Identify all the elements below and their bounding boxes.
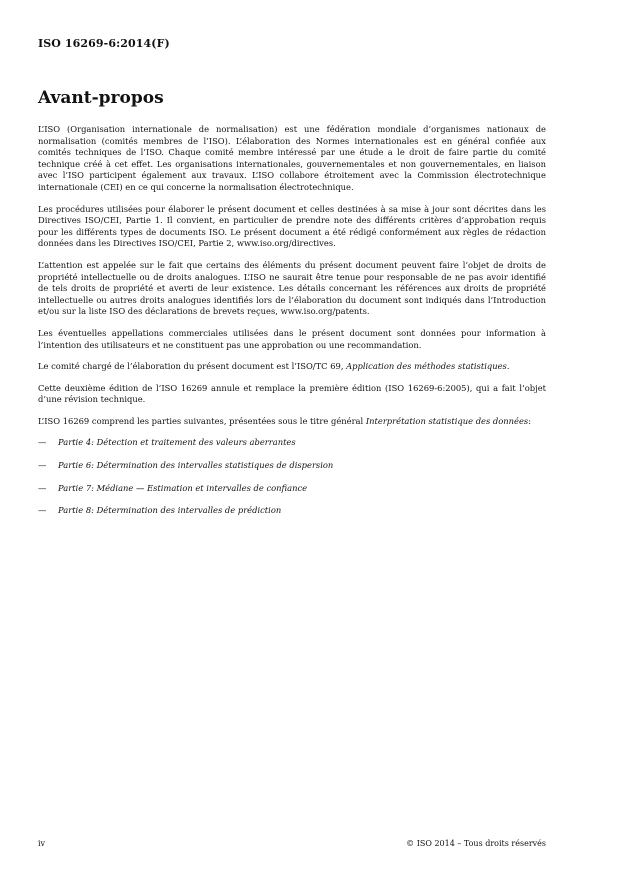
part-7-label: Partie 7: Médiane — Estimation et intervalles de confiance <box>58 482 308 493</box>
page-number: iv <box>38 839 46 848</box>
copyright-notice: © ISO 2014 – Tous droits réservés <box>406 839 546 848</box>
page-title: Avant-propos <box>38 88 164 108</box>
list-dash: — <box>38 460 47 471</box>
part-4-label: Partie 4: Détection et traitement des valeurs aberrantes <box>58 437 296 448</box>
paragraph-committee <box>38 361 546 373</box>
list-item <box>38 505 546 517</box>
paragraph-parts-intro <box>38 416 546 428</box>
list-item <box>38 460 546 472</box>
foreword-body <box>38 124 546 528</box>
list-item <box>38 437 546 449</box>
list-item <box>38 483 546 495</box>
part-8-label: Partie 8: Détermination des intervalles de prédiction <box>58 505 282 516</box>
committee-title: Application des méthodes statistiques <box>346 361 507 372</box>
list-dash: — <box>38 505 47 516</box>
paragraph-edition: Cette deuxième édition de l’ISO 16269 annule et remplace la première édition (ISO 16269-6:2005), qui a fait l’objet d’une révision technique. <box>38 382 546 405</box>
parts-general-title: Interprétation statistique des données <box>365 415 529 426</box>
parts-intro-colon: : <box>528 415 532 426</box>
committee-text: Le comité chargé de l’élaboration du présent document est l’ISO/TC 69, <box>38 361 347 372</box>
paragraph-patents: L’attention est appelée sur le fait que certains des éléments du présent document peuvent faire l’objet de droits de propriété intellectuelle ou de droits analogues. L’ISO ne saurait être tenue pour responsable de ne pas avoir identifié de tels droits de propriété et averti de leur existence. Les détails concernant les références aux droits de propriété intellectuelle ou autres droits analogues identifiés lors de l’élaboration du document sont indiqués dans l’Introduction et/ou sur la liste ISO des déclarations de brevets reçues, www.iso.org/patents. <box>38 259 546 317</box>
parts-intro-text: L’ISO 16269 comprend les parties suivantes, présentées sous le titre général <box>38 415 366 426</box>
paragraph-iso-intro: L’ISO (Organisation internationale de normalisation) est une fédération mondiale d’organismes nationaux de normalisation (comités membres de l’ISO). L’élaboration des Normes internationales est en général confiée aux comités techniques de l’ISO. Chaque comité membre intéressé par une étude a le droit de faire partie du comité technique créé à cet effet. Les organisations internationales, gouvernementales et non gouvernementales, en liaison avec l’ISO participent également aux travaux. L’ISO collabore étroitement avec la Commission électrotechnique internationale (CEI) en ce qui concerne la normalisation électrotechnique. <box>38 124 546 192</box>
list-dash: — <box>38 482 47 493</box>
part-6-label: Partie 6: Détermination des intervalles statistiques de dispersion <box>58 460 334 471</box>
committee-period: . <box>506 361 510 372</box>
paragraph-trade-names: Les éventuelles appellations commerciales utilisées dans le présent document sont données pour information à l’intention des utilisateurs et ne constituent pas une approbation ou une recommandation. <box>38 327 546 350</box>
paragraph-procedures: Les procédures utilisées pour élaborer le présent document et celles destinées à sa mise à jour sont décrites dans les Directives ISO/CEI, Partie 1. Il convient, en particulier de prendre note des différents critères d’approbation requis pour les différents types de documents ISO. Le présent document a été rédigé conformément aux règles de rédaction données dans les Directives ISO/CEI, Partie 2, www.iso.org/directives. <box>38 203 546 249</box>
list-dash: — <box>38 437 47 448</box>
document-id-header: ISO 16269-6:2014(F) <box>38 37 170 50</box>
